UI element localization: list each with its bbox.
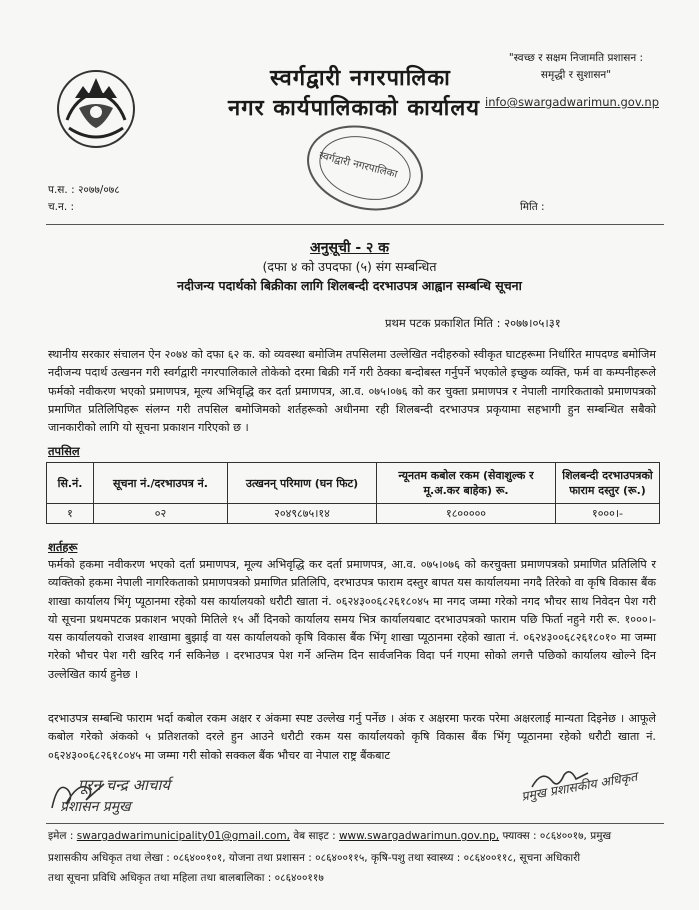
- reference-number: प.स. : २०७७/०७८: [48, 184, 120, 196]
- bid-paragraph: दरभाउपत्र सम्बन्धि फाराम भर्दा कबोल रकम अक्षर र अंकमा स्पष्ट उल्लेख गर्नु पर्नेछ । अंक र अक्षरमा फरक परेमा अक्षरलाई मान्यता दिइनेछ । आफूले कबोल गरेको अंकको ५ प्रतिशतको दरले हुन आउने धरौटी रकम यस कार्यालयको कृषि विकास बैंक भिंगृ प्यूठानमा रहेको धरौटी खाता नं. ०६२४३००६८२६१८०४५ मा जम्मा गरी सोको सक्कल बैंक भौचर वा नेपाल राष्ट्र बैंकबाट: [48, 712, 656, 762]
- col-header-notice-no: सूचना नं./दरभाउपत्र नं.: [94, 463, 228, 504]
- nepal-emblem-icon: [55, 68, 137, 150]
- table-header-row: [47, 463, 660, 504]
- cell-form-fee: १०००।-: [556, 504, 660, 524]
- motto-line2: समृद्धी र सुशासन": [540, 69, 612, 81]
- header-email-link[interactable]: info@swargadwarimun.gov.np: [485, 95, 659, 109]
- schedule-title: अनुसूची - २ क: [310, 240, 389, 256]
- dispatch-number: च.न. :: [48, 201, 75, 213]
- right-signatory-title: प्रमुख प्रशासकीय अधिकृत: [520, 768, 639, 804]
- cell-quantity: २०४९८७५।१४: [228, 504, 377, 524]
- conditions-label: शर्तहरू: [48, 540, 78, 554]
- schedule-table: [46, 462, 660, 524]
- footer-web-label: वेब साइट :: [293, 830, 336, 842]
- footer-email-link[interactable]: swargadwarimunicipality01@gmail.com,: [76, 830, 290, 842]
- col-header-min-bid: न्यूनतम कबोल रकम (सेवाशुल्क र मू.अ.कर बाहेक) रू.: [377, 463, 556, 504]
- left-signatory-title: प्रशासन प्रमुख: [60, 799, 131, 815]
- footer-line1: [48, 826, 668, 846]
- col-header-quantity: उत्खनन् परिमाण (घन फिट): [228, 463, 377, 504]
- rule-reference: (दफा ४ को उपदफा (५) संग सम्बन्धित: [262, 259, 437, 274]
- tapsil-label: तपसिल: [48, 444, 80, 458]
- motto-line1: "स्वच्छ र सक्षम निजामति प्रशासन :: [508, 52, 644, 64]
- footer-website-link[interactable]: www.swargadwarimun.gov.np,: [338, 830, 500, 842]
- date-label: मिति :: [520, 201, 545, 213]
- org-name-line1: स्वर्गद्वारी नगरपालिका: [270, 66, 451, 91]
- conditions-paragraph: फर्मको हकमा नवीकरण भएको दर्ता प्रमाणपत्र, मूल्य अभिवृद्धि कर दर्ता प्रमाणपत्र, आ.व. ०७५।०७६ को करचुक्ता प्रमाणपत्रको प्रमाणित प्रतिलिपि र व्यक्तिको हकमा नेपाली नागरिकताको प्रमाणपत्रको प्रमाणित प्रतिलिपि, दरभाउपत्र फाराम दस्तुर बापत यस कार्यालयमा नगदै तिरेको वा कृषि विकास बैंक शाखा कार्यालय भिंगृ प्यूठानमा रहेको यस कार्यालयको धरौटी खाता नं. ०६२४३००६८२६१८०४५ मा नगद जम्मा गरेको नगद भौचर साथ निवेदन पेश गरी यो सूचना प्रथमपटक प्रकाशन भएको मितिले १५ औं दिनको कार्यालय समय भित्र कार्यालयबाट दरभाउपत्रको फाराम पछि फिर्ता नहुने गरी रू. १०००।- यस कार्यालयको राजश्व शाखामा बुझाई वा यस कार्यालयको कृषि विकास बैंक भिंगृ शाखा प्यूठानमा रहेको खाता नं. ०६२४३००६८२६१८०१० मा जम्मा गरेको भौचर पेश गरी खरिद गर्न सकिनेछ । दरभाउपत्र पेश गर्ने अन्तिम दिन सार्वजनिक विदा पर्न गएमा सोको लगत्तै पछिको कार्यालय खोल्ने दिन उल्लेखित कार्य हुनेछ ।: [48, 558, 656, 681]
- published-date: प्रथम पटक प्रकाशित मिति : २०७७।०५।३१: [385, 316, 561, 330]
- motto: [486, 50, 666, 84]
- notice-subject: नदीजन्य पदार्थको बिक्रीका लागि शिलबन्दी दरभाउपत्र आह्वान सम्बन्धि सूचना: [177, 278, 522, 293]
- cell-notice-no: ०२: [94, 504, 228, 524]
- col-header-sn: सि.नं.: [47, 463, 94, 504]
- footer-line3: तथा सूचना प्रविधि अधिकृत तथा महिला तथा बालबालिका : ०८६४००११७: [48, 872, 324, 884]
- footer-email-label: इमेल :: [48, 830, 74, 842]
- header-divider: [46, 224, 664, 225]
- cell-sn: १: [47, 504, 94, 524]
- stamp-text: स्वर्गद्वारी नगरपालिका: [317, 149, 399, 181]
- cell-min-bid: १८०००००: [377, 504, 556, 524]
- table-row: [47, 504, 660, 524]
- footer-line2: प्रशासकीय अधिकृत तथा लेखा : ०८६४००१०१, योजना तथा प्रशासन : ०८६४००११५, कृषि-पशु तथा स्वास्थ्य : ०८६४००११८, सूचना अधिकारी: [48, 852, 581, 864]
- col-header-form-fee: शिलबन्दी दरभाउपत्रको फाराम दस्तुर (रू.): [556, 463, 660, 504]
- left-signatory-name: पूरन चन्द्र आचार्य: [78, 776, 171, 794]
- org-name-line2: नगर कार्यपालिकाको कार्यालय: [228, 96, 480, 121]
- footer-divider: [46, 823, 664, 824]
- intro-paragraph: स्थानीय सरकार संचालन ऐन २०७४ को दफा ६२ क. को व्यवस्था बमोजिम तपसिलमा उल्लेखित नदीहरुको स्वीकृत घाटहरूमा निर्धारित मापदण्ड बमोजिम नदीजन्य पदार्थ उत्खनन गरी स्वर्गद्वारी नगरपालिकाले तोकेको दरमा बिक्री गर्ने गरी ठेक्का बन्दोबस्त गर्नुपर्ने भएकोले इच्छुक व्यक्ति, फर्म वा कम्पनीहरूले फर्मको नवीकरण भएको प्रमाणपत्र, मूल्य अभिवृद्धि कर दर्ता प्रमाणपत्र, आ.व. ०७५।०७६ को कर चुक्ता प्रमाणपत्र र नेपाली नागरिकताको प्रमाणपत्रको प्रमाणित प्रतिलिपिहरू संलग्न गरी तपसिल बमोजिमको शर्तहरूको अधीनमा रही शिलबन्दी दरभाउपत्र प्रकृयामा सहभागी हुन सम्बन्धित सबैको जानकारीको लागि यो सूचना प्रकाशन गरिएको छ ।: [48, 348, 656, 435]
- footer-fax: फ्याक्स : ०८६४००१७, प्रमुख: [502, 830, 612, 842]
